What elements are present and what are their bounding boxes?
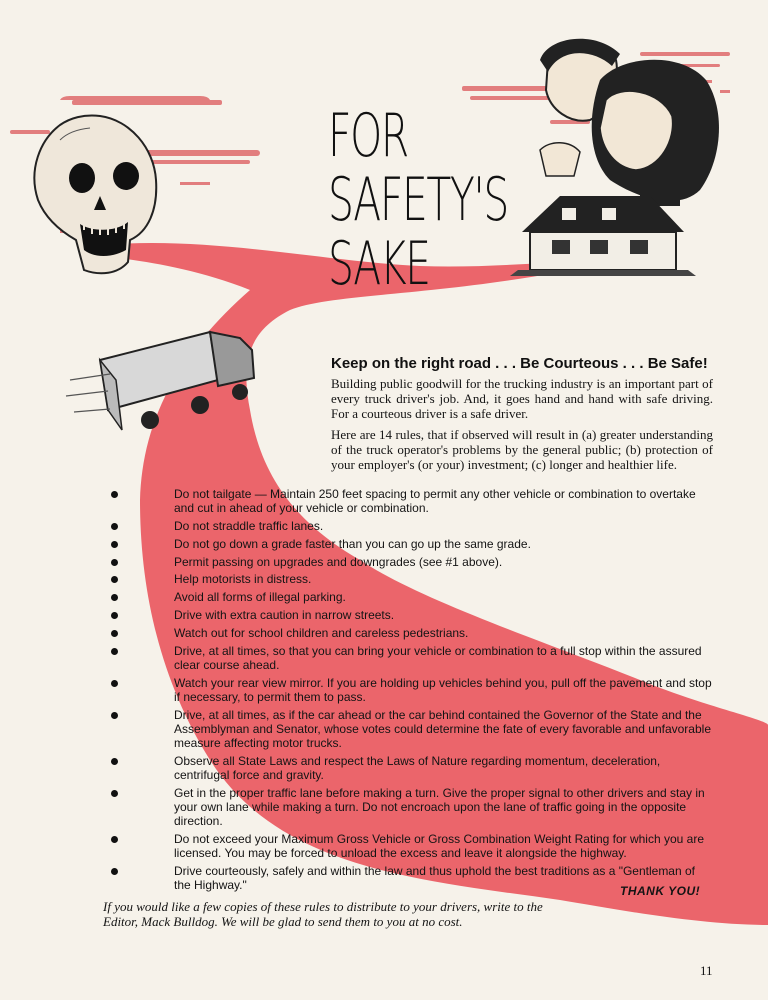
title-line: FOR: [328, 101, 408, 171]
headline: Keep on the right road . . . Be Courteous . . . Be Safe!: [331, 355, 708, 372]
rule-item: Permit passing on upgrades and downgrades (see #1 above).: [108, 555, 713, 569]
rule-item: Do not tailgate — Maintain 250 feet spacing to permit any other vehicle or combination to overtake and cut in ahead of your vehicle or combination.: [108, 487, 713, 515]
page-title: [328, 101, 508, 299]
intro-paragraph: Building public goodwill for the trucking industry is an important part of every truck driver's job. And, it goes hand and hand with safe driving. For a courteous driver is a safe driver.: [331, 376, 713, 421]
rule-item: Get in the proper traffic lane before making a turn. Give the proper signal to other drivers and stay in your own lane while making a turn. Do not encroach upon the lane of traffic going in the opposite direction.: [108, 786, 713, 829]
rule-item: Avoid all forms of illegal parking.: [108, 590, 713, 604]
thank-you-text: THANK YOU!: [620, 884, 701, 898]
title-line: SAFETY'S: [328, 165, 508, 235]
footer-note: If you would like a few copies of these rules to distribute to your drivers, write to the Editor, Mack Bulldog. We will be glad to send them to you at no cost.: [103, 899, 543, 929]
rule-item: Do not straddle traffic lanes.: [108, 519, 713, 533]
intro-text: [331, 376, 713, 478]
rule-item: Watch your rear view mirror. If you are holding up vehicles behind you, pull off the pavement and stop if necessary, to permit them to pass.: [108, 676, 713, 704]
rule-item: Drive, at all times, as if the car ahead or the car behind contained the Governor of the State and the Assemblyman and Senator, whose votes could determine the fate of every favorable and unfavorable measure affecting motor trucks.: [108, 708, 713, 751]
page-number: 11: [700, 963, 713, 978]
rule-item: Watch out for school children and careless pedestrians.: [108, 626, 713, 640]
rules-list: [108, 487, 713, 896]
rule-item: Drive with extra caution in narrow streets.: [108, 608, 713, 622]
rule-item: Drive, at all times, so that you can bring your vehicle or combination to a full stop within the assured clear course ahead.: [108, 644, 713, 672]
rule-item: Do not exceed your Maximum Gross Vehicle or Gross Combination Weight Rating for which you are licensed. You may be forced to unload the excess and leave it alongside the highway.: [108, 832, 713, 860]
rule-item: Drive courteously, safely and within the law and thus uphold the best traditions as a "Gentleman of the Highway.": [108, 864, 713, 892]
rule-item: Help motorists in distress.: [108, 572, 713, 586]
rule-item: Do not go down a grade faster than you can go up the same grade.: [108, 537, 713, 551]
rule-item: Observe all State Laws and respect the Laws of Nature regarding momentum, deceleration, centrifugal force and gravity.: [108, 754, 713, 782]
intro-paragraph: Here are 14 rules, that if observed will result in (a) greater understanding of the truck operator's problems by the general public; (b) protection of your employer's (or your) investment; (c) longer and healthier life.: [331, 427, 713, 472]
title-line: SAKE: [328, 229, 430, 299]
